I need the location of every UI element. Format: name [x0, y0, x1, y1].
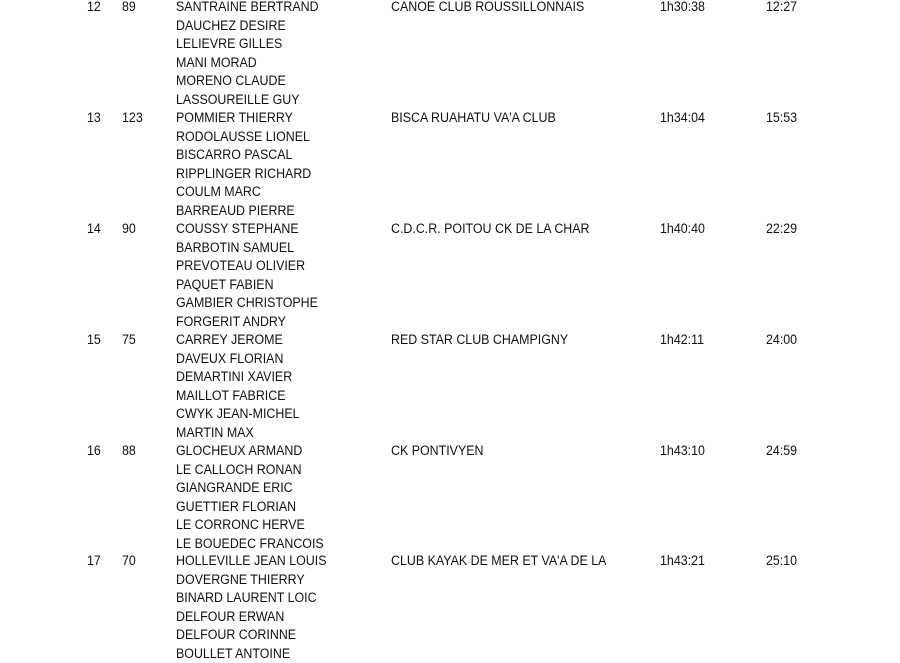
crew-member: BISCARRO PASCAL	[176, 147, 293, 162]
finish-time: 1h34:04	[660, 110, 705, 125]
crew-list	[176, 331, 300, 442]
crew-member: GAMBIER CHRISTOPHE	[176, 295, 318, 310]
crew-member: LE BOUEDEC FRANCOIS	[176, 535, 324, 551]
crew-member: DOVERGNE THIERRY	[176, 571, 305, 587]
crew-member: FORGERIT ANDRY	[176, 313, 286, 329]
crew-member: MORENO CLAUDE	[176, 73, 286, 88]
finish-time: 1h43:10	[660, 443, 705, 458]
crew-member: DEMARTINI XAVIER	[176, 369, 293, 384]
crew-member: POMMIER THIERRY	[176, 110, 293, 125]
finish-time: 1h40:40	[660, 221, 705, 236]
crew-member: LASSOUREILLE GUY	[176, 91, 300, 107]
club-name: CLUB KAYAK DE MER ET VA'A DE LA	[391, 553, 607, 568]
crew-list	[176, 220, 318, 331]
bib-number: 123	[122, 110, 143, 125]
crew-member: MARTIN MAX	[176, 424, 254, 440]
crew-list	[176, 442, 324, 553]
crew-list	[176, 552, 326, 663]
crew-member: GLOCHEUX ARMAND	[176, 443, 303, 458]
finish-time: 1h43:21	[660, 553, 705, 568]
bib-number: 90	[122, 221, 136, 236]
rank: 14	[87, 221, 101, 236]
club-name: BISCA RUAHATU VA'A CLUB	[391, 110, 556, 125]
crew-member: DAVEUX FLORIAN	[176, 350, 284, 366]
crew-member: LE CALLOCH RONAN	[176, 461, 302, 477]
time-gap: 12:27	[766, 0, 798, 14]
finish-time: 1h30:38	[660, 0, 705, 14]
crew-member: DAUCHEZ DESIRE	[176, 17, 286, 33]
finish-time: 1h42:11	[660, 332, 704, 347]
crew-member: BARREAUD PIERRE	[176, 202, 295, 218]
bib-number: 89	[122, 0, 136, 14]
crew-member: CARREY JEROME	[176, 332, 283, 347]
crew-member: LE CORRONC HERVE	[176, 517, 305, 532]
rank: 17	[87, 553, 101, 568]
crew-member: COULM MARC	[176, 184, 261, 199]
crew-member: BARBOTIN SAMUEL	[176, 239, 295, 255]
crew-member: BINARD LAURENT LOIC	[176, 590, 317, 605]
rank: 15	[87, 332, 101, 347]
time-gap: 24:00	[766, 332, 798, 347]
club-name: C.D.C.R. POITOU CK DE LA CHAR	[391, 221, 590, 236]
crew-member: DELFOUR CORINNE	[176, 627, 297, 642]
rank: 16	[87, 443, 101, 458]
crew-list	[176, 109, 311, 220]
club-name: RED STAR CLUB CHAMPIGNY	[391, 332, 569, 347]
crew-member: COUSSY STEPHANE	[176, 221, 299, 236]
bib-number: 88	[122, 443, 136, 458]
crew-member: PAQUET FABIEN	[176, 276, 274, 292]
crew-member: RODOLAUSSE LIONEL	[176, 128, 310, 144]
crew-member: HOLLEVILLE JEAN LOUIS	[176, 553, 327, 568]
crew-member: MANI MORAD	[176, 54, 257, 70]
club-name: CK PONTIVYEN	[391, 443, 484, 458]
crew-member: SANTRAINE BERTRAND	[176, 0, 319, 14]
club-name: CANOE CLUB ROUSSILLONNAIS	[391, 0, 585, 14]
crew-list	[176, 0, 319, 109]
time-gap: 22:29	[766, 221, 798, 236]
crew-member: PREVOTEAU OLIVIER	[176, 258, 306, 273]
crew-member: DELFOUR ERWAN	[176, 608, 285, 624]
rank: 12	[87, 0, 101, 14]
rank: 13	[87, 110, 101, 125]
crew-member: RIPPLINGER RICHARD	[176, 165, 312, 181]
crew-member: MAILLOT FABRICE	[176, 387, 286, 403]
time-gap: 15:53	[766, 110, 798, 125]
bib-number: 75	[122, 332, 136, 347]
time-gap: 25:10	[766, 553, 798, 568]
bib-number: 70	[122, 553, 136, 568]
time-gap: 24:59	[766, 443, 798, 458]
crew-member: LELIEVRE GILLES	[176, 36, 283, 51]
crew-member: CWYK JEAN-MICHEL	[176, 406, 300, 421]
crew-member: BOULLET ANTOINE	[176, 645, 291, 661]
crew-member: GUETTIER FLORIAN	[176, 498, 297, 514]
crew-member: GIANGRANDE ERIC	[176, 480, 293, 495]
